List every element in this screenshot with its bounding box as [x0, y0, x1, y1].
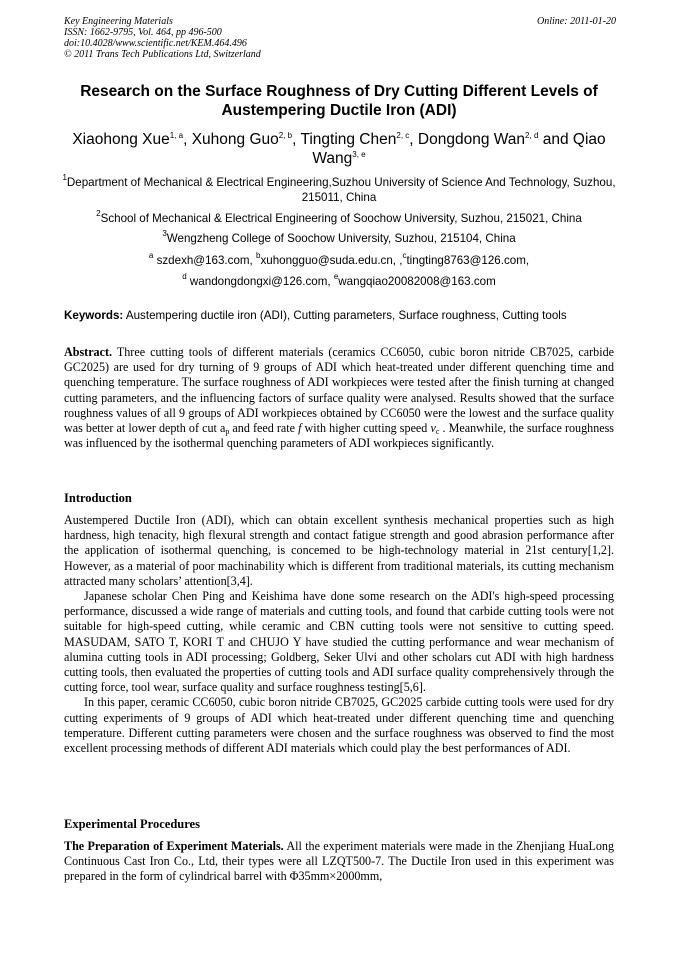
- email-line-2: [58, 274, 620, 289]
- doi-line: doi:10.4028/www.scientific.net/KEM.464.496: [64, 38, 247, 49]
- email-sup: a: [148, 251, 154, 260]
- affiliation-sup: 3: [162, 229, 167, 238]
- abstract-sub: c: [435, 427, 440, 437]
- email-link[interactable]: tingting8763@126.com,: [406, 254, 530, 267]
- copyright-line: © 2011 Trans Tech Publications Ltd, Switzerland: [64, 49, 261, 60]
- email-sup: e: [333, 272, 339, 281]
- abstract-italic: f: [298, 421, 302, 436]
- introduction-body: [64, 513, 614, 756]
- email-link[interactable]: xuhongguo@suda.edu.cn, ,: [260, 254, 403, 267]
- paragraph: In this paper, ceramic CC6050, cubic boron nitride CB7025, GC2025 carbide cutting tools were used for dry cutting experiments of 9 groups of ADI which heat-treated under different quenching time and quenching temperature. Different cutting parameters were chosen and the surface roughness was observed to find the most excellent processing methods of different ADI materials which could play the best performances of ADI.: [64, 695, 614, 756]
- email-link[interactable]: wandongdongxi@126.com,: [189, 275, 331, 288]
- email-sup: d: [182, 272, 187, 281]
- journal-name: Key Engineering Materials: [64, 16, 173, 27]
- abstract-label: Abstract.: [64, 345, 113, 359]
- affiliation-sup: 2: [96, 209, 101, 218]
- keywords-text: Austempering ductile iron (ADI), Cutting parameters, Surface roughness, Cutting tools: [125, 309, 567, 322]
- affiliation-text: Wengzheng College of Soochow University, Suzhou, 215104, China: [166, 232, 516, 245]
- affiliation-sup: 1: [62, 173, 67, 182]
- author-sup: 2, c: [396, 131, 410, 140]
- paragraph: Austempered Ductile Iron (ADI), which can obtain excellent synthesis mechanical properties such as high hardness, high tenacity, high flexural strength and contact fatigue strength and good abrasion performance after the application of isothermal quenching, is concemed to be high-technology material in 21st century[1,2]. However, as a material of poor machinability which is different from traditional materials, its cutting mechanism attracted many scholars’ attention[3,4].: [64, 513, 614, 588]
- affiliation-text: Department of Mechanical & Electrical Engineering,Suzhou University of Science And Technology, Suzhou, 215011, China: [66, 176, 616, 204]
- abstract-text: with higher cutting speed: [301, 421, 431, 436]
- author-list: Xiaohong Xue$^{1, a}$, Xuhong Guo$^{2, b}$, Tingting Chen$^{2, c}$, Dongdong Wan$^{2, d}$ and Qiao Wang$^{3, e}$: [72, 131, 606, 167]
- email-link[interactable]: wangqiao20082008@163.com: [338, 275, 496, 288]
- abstract-text: Three cutting tools of different materials (ceramics CC6050, cubic boron nitride CB7025, carbide GC2025) are used for dry turning of 9 groups of ADI which heat-treated under different quenching time and quenching temperature. The surface roughness of ADI workpieces were tested after the finish turning at changed cutting parameters, and the influencing factors of surface quality were analysed. Results showed that the surface roughness values of all 9 groups of ADI workpieces obtained by CC6050 were the lowest and the surface quality was better at lower depth of cut a: [64, 345, 614, 436]
- author-name: Dongdong Wan: [417, 131, 526, 148]
- experimental-body: [64, 839, 614, 885]
- keywords-label: Keywords:: [64, 309, 124, 322]
- paper-title: Research on the Surface Roughness of Dry Cutting Different Levels of Austempering Ductile Iron (ADI): [80, 83, 598, 119]
- affiliation-2: [58, 211, 620, 226]
- paragraph: Japanese scholar Chen Ping and Keishima have done some research on the ADI's high-speed processing performance, discussed a wide range of materials and cutting tools, and found that carbide cutting tools were not suitable for high-speed cutting, while ceramic and CBN cutting tools were not sensitive to cutting speed. MASUDAM, SATO T, KORI T and CHUJO Y have studied the cutting performance and wear mechanism of alumina cutting tools in ADI processing; Goldberg, Seker Ulvi and other scholars cut ADI with high hardness cutting tools, then evaluated the properties of cutting tools and ADI surface quality comprehensively through the cutting force, tool wear, surface quality and surface roughness testing[5,6].: [64, 589, 614, 695]
- section-heading-introduction: Introduction: [64, 491, 132, 505]
- abstract-sub: p: [225, 427, 230, 437]
- author-sup: 3, e: [352, 150, 366, 159]
- author-name: Xuhong Guo: [191, 131, 279, 148]
- email-line-1: [58, 253, 620, 268]
- online-date: Online: 2011-01-20: [537, 16, 616, 27]
- abstract-text: . Meanwhile, the surface roughness was influenced by the isothermal quenching parameters of ADI workpieces significantly.: [64, 421, 615, 451]
- author-sup: 2, b: [278, 131, 293, 140]
- abstract: [64, 345, 614, 451]
- paragraph: All the experiment materials were made in the Zhenjiang HuaLong Continuous Cast Iron Co., Ltd, their types were all LZQT500-7. The Ductile Iron used in this experiment was prepared in the form of cylindrical barrel with Φ35mm×2000mm,: [64, 839, 615, 884]
- affiliation-text: School of Mechanical & Electrical Engineering of Soochow University, Suzhou, 215021, China: [100, 212, 582, 225]
- author-sup: 2, d: [525, 131, 539, 140]
- journal-header: [64, 16, 616, 60]
- affiliation-1: [58, 175, 620, 205]
- subsection-lead: The Preparation of Experiment Materials.: [64, 839, 284, 853]
- author-sup: 1, a: [169, 131, 184, 140]
- issn-line: ISSN: 1662-9795, Vol. 464, pp 496-500: [64, 27, 222, 38]
- email-sup: c: [402, 251, 407, 260]
- keywords: [64, 308, 616, 323]
- abstract-text: and feed rate: [229, 421, 299, 436]
- affiliation-3: [58, 231, 620, 246]
- author-name: Xiaohong Xue: [72, 131, 170, 148]
- author-name: Qiao Wang: [312, 131, 606, 167]
- author-name: Tingting Chen: [300, 131, 397, 148]
- email-sup: b: [256, 251, 261, 260]
- abstract-italic: v: [430, 421, 436, 436]
- author-and: and: [542, 131, 569, 148]
- email-link[interactable]: szdexh@163.com,: [156, 254, 253, 267]
- section-heading-experimental: Experimental Procedures: [64, 817, 200, 831]
